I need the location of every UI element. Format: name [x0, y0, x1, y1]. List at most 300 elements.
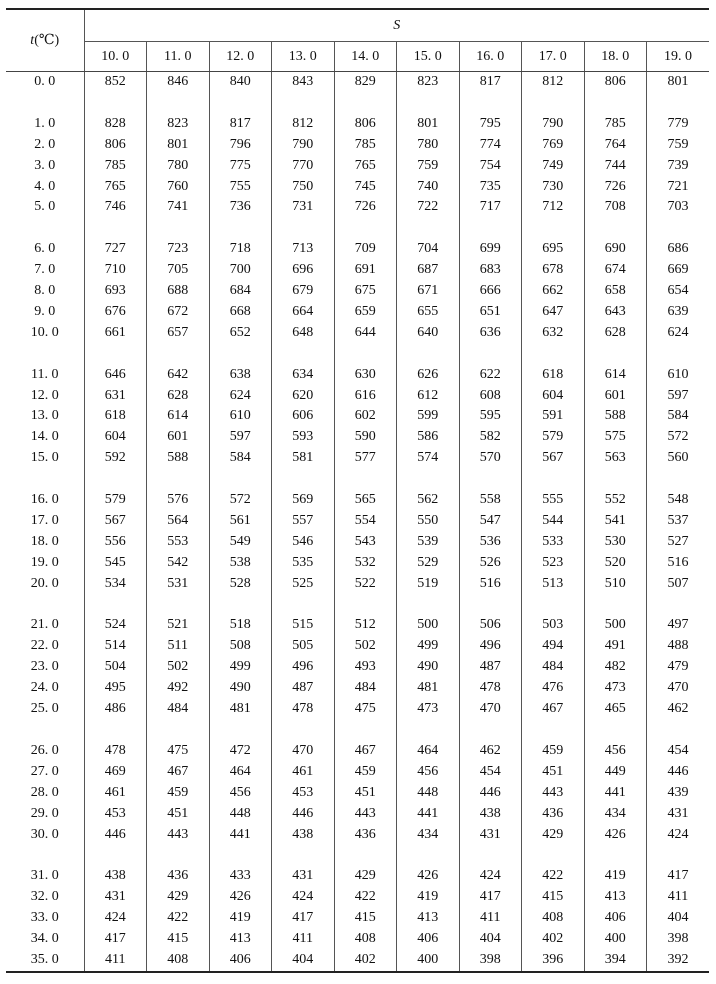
value-cell: 664	[272, 302, 335, 323]
value-cell: 632	[522, 323, 585, 344]
value-cell: 465	[584, 699, 647, 720]
value-cell: 533	[522, 532, 585, 553]
value-cell: 470	[272, 741, 335, 762]
value-cell: 519	[397, 574, 460, 595]
temperature-cell: 20. 0	[30, 575, 59, 591]
table-row	[6, 762, 709, 783]
value-cell: 586	[397, 427, 460, 448]
value-cell: 535	[272, 553, 335, 574]
value-cell: 419	[397, 887, 460, 908]
value-cell: 708	[584, 197, 647, 218]
value-cell: 785	[84, 156, 147, 177]
value-cell: 704	[397, 239, 460, 260]
value-cell: 504	[84, 657, 147, 678]
value-cell: 678	[522, 260, 585, 281]
value-cell: 640	[397, 323, 460, 344]
value-cell: 537	[647, 511, 710, 532]
value-cell: 556	[84, 532, 147, 553]
value-cell: 472	[209, 741, 272, 762]
value-cell: 438	[459, 804, 522, 825]
value-cell: 500	[584, 615, 647, 636]
value-cell: 618	[84, 406, 147, 427]
value-cell: 543	[334, 532, 397, 553]
value-cell: 426	[209, 887, 272, 908]
value-cell: 843	[272, 72, 335, 93]
value-cell: 490	[209, 678, 272, 699]
value-cell: 567	[84, 511, 147, 532]
value-cell: 467	[334, 741, 397, 762]
value-cell: 443	[147, 825, 210, 846]
value-cell: 639	[647, 302, 710, 323]
s-column-header: 17. 0	[522, 42, 585, 72]
value-cell: 817	[459, 72, 522, 93]
value-cell: 406	[584, 908, 647, 929]
table-row	[6, 302, 709, 323]
value-cell: 503	[522, 615, 585, 636]
value-cell: 717	[459, 197, 522, 218]
value-cell: 741	[147, 197, 210, 218]
value-cell: 687	[397, 260, 460, 281]
temperature-cell: 28. 0	[30, 784, 59, 800]
table-row	[6, 657, 709, 678]
value-cell: 592	[84, 448, 147, 469]
value-cell: 459	[522, 741, 585, 762]
value-cell: 552	[584, 490, 647, 511]
value-cell: 750	[272, 177, 335, 198]
value-cell: 579	[84, 490, 147, 511]
value-cell: 404	[459, 929, 522, 950]
value-cell: 558	[459, 490, 522, 511]
value-cell: 479	[647, 657, 710, 678]
value-cell: 426	[397, 866, 460, 887]
value-cell: 546	[272, 532, 335, 553]
value-cell: 443	[334, 804, 397, 825]
value-cell: 415	[522, 887, 585, 908]
value-cell: 426	[584, 825, 647, 846]
s-group-header: S	[84, 9, 709, 42]
value-cell: 739	[647, 156, 710, 177]
value-cell: 548	[647, 490, 710, 511]
value-cell: 529	[397, 553, 460, 574]
value-cell: 516	[459, 574, 522, 595]
table-row	[6, 636, 709, 657]
value-cell: 712	[522, 197, 585, 218]
value-cell: 419	[584, 866, 647, 887]
value-cell: 392	[647, 950, 710, 972]
value-cell: 700	[209, 260, 272, 281]
value-cell: 852	[84, 72, 147, 93]
value-cell: 806	[584, 72, 647, 93]
value-cell: 411	[647, 887, 710, 908]
value-cell: 727	[84, 239, 147, 260]
table-row	[6, 72, 709, 93]
value-cell: 651	[459, 302, 522, 323]
value-cell: 459	[147, 783, 210, 804]
value-cell: 565	[334, 490, 397, 511]
value-cell: 823	[147, 114, 210, 135]
value-cell: 487	[272, 678, 335, 699]
value-cell: 572	[647, 427, 710, 448]
temperature-cell: 31. 0	[30, 868, 59, 884]
value-cell: 683	[459, 260, 522, 281]
value-cell: 618	[522, 365, 585, 386]
value-cell: 754	[459, 156, 522, 177]
temperature-cell: 29. 0	[30, 805, 59, 821]
value-cell: 510	[584, 574, 647, 595]
value-cell: 514	[84, 636, 147, 657]
value-cell: 721	[647, 177, 710, 198]
value-cell: 419	[209, 908, 272, 929]
temperature-cell: 25. 0	[30, 701, 59, 717]
value-cell: 572	[209, 490, 272, 511]
value-cell: 705	[147, 260, 210, 281]
table-body	[6, 72, 709, 972]
value-cell: 846	[147, 72, 210, 93]
value-cell: 398	[647, 929, 710, 950]
value-cell: 525	[272, 574, 335, 595]
value-cell: 470	[459, 699, 522, 720]
value-cell: 406	[209, 950, 272, 972]
value-cell: 774	[459, 135, 522, 156]
value-cell: 446	[272, 804, 335, 825]
value-cell: 659	[334, 302, 397, 323]
value-cell: 601	[147, 427, 210, 448]
value-cell: 646	[84, 365, 147, 386]
temperature-cell: 9. 0	[34, 303, 56, 319]
value-cell: 534	[84, 574, 147, 595]
value-cell: 475	[147, 741, 210, 762]
value-cell: 411	[272, 929, 335, 950]
value-cell: 408	[334, 929, 397, 950]
value-cell: 434	[397, 825, 460, 846]
value-cell: 563	[584, 448, 647, 469]
value-cell: 491	[584, 636, 647, 657]
group-spacer	[6, 845, 709, 866]
value-cell: 823	[397, 72, 460, 93]
table-row	[6, 532, 709, 553]
table-row	[6, 615, 709, 636]
table-row	[6, 887, 709, 908]
temperature-cell: 7. 0	[34, 262, 56, 278]
value-cell: 482	[584, 657, 647, 678]
value-cell: 499	[397, 636, 460, 657]
value-cell: 515	[272, 615, 335, 636]
value-cell: 449	[584, 762, 647, 783]
temperature-cell: 4. 0	[34, 178, 56, 194]
value-cell: 590	[334, 427, 397, 448]
table-row	[6, 135, 709, 156]
value-cell: 439	[647, 783, 710, 804]
value-cell: 508	[209, 636, 272, 657]
value-cell: 408	[522, 908, 585, 929]
value-cell: 398	[459, 950, 522, 972]
value-cell: 690	[584, 239, 647, 260]
table-row	[6, 553, 709, 574]
value-cell: 644	[334, 323, 397, 344]
temperature-cell: 17. 0	[30, 512, 59, 528]
value-cell: 473	[397, 699, 460, 720]
value-cell: 492	[147, 678, 210, 699]
value-cell: 446	[459, 783, 522, 804]
value-cell: 631	[84, 386, 147, 407]
value-cell: 812	[522, 72, 585, 93]
s-column-header: 14. 0	[334, 42, 397, 72]
value-cell: 604	[84, 427, 147, 448]
value-cell: 495	[84, 678, 147, 699]
value-cell: 575	[584, 427, 647, 448]
value-cell: 436	[334, 825, 397, 846]
value-cell: 473	[584, 678, 647, 699]
value-cell: 411	[84, 950, 147, 972]
value-cell: 624	[647, 323, 710, 344]
value-cell: 422	[147, 908, 210, 929]
value-cell: 394	[584, 950, 647, 972]
value-cell: 475	[334, 699, 397, 720]
value-cell: 755	[209, 177, 272, 198]
value-cell: 512	[334, 615, 397, 636]
temperature-cell: 12. 0	[30, 387, 59, 403]
value-cell: 806	[84, 135, 147, 156]
value-cell: 490	[397, 657, 460, 678]
value-cell: 829	[334, 72, 397, 93]
temperature-cell: 30. 0	[30, 826, 59, 842]
value-cell: 691	[334, 260, 397, 281]
value-cell: 441	[584, 783, 647, 804]
temperature-cell: 33. 0	[30, 910, 59, 926]
value-cell: 601	[584, 386, 647, 407]
value-cell: 402	[334, 950, 397, 972]
table-row	[6, 114, 709, 135]
value-cell: 553	[147, 532, 210, 553]
value-cell: 400	[584, 929, 647, 950]
value-cell: 610	[209, 406, 272, 427]
value-cell: 780	[147, 156, 210, 177]
table-header	[6, 9, 709, 72]
table-row	[6, 386, 709, 407]
value-cell: 521	[147, 615, 210, 636]
value-cell: 675	[334, 281, 397, 302]
value-cell: 628	[584, 323, 647, 344]
temperature-cell: 1. 0	[34, 115, 56, 131]
value-cell: 448	[209, 804, 272, 825]
s-column-header: 19. 0	[647, 42, 710, 72]
value-cell: 411	[459, 908, 522, 929]
t-unit: (℃)	[34, 33, 60, 48]
value-cell: 431	[272, 866, 335, 887]
value-cell: 451	[147, 804, 210, 825]
value-cell: 576	[147, 490, 210, 511]
value-cell: 505	[272, 636, 335, 657]
value-cell: 422	[334, 887, 397, 908]
s-column-header: 15. 0	[397, 42, 460, 72]
value-cell: 526	[459, 553, 522, 574]
value-cell: 524	[84, 615, 147, 636]
value-cell: 550	[397, 511, 460, 532]
value-cell: 404	[647, 908, 710, 929]
s-column-header: 18. 0	[584, 42, 647, 72]
s-column-header: 11. 0	[147, 42, 210, 72]
value-cell: 688	[147, 281, 210, 302]
value-cell: 626	[397, 365, 460, 386]
s-column-header: 16. 0	[459, 42, 522, 72]
group-spacer	[6, 344, 709, 365]
value-cell: 494	[522, 636, 585, 657]
value-cell: 749	[522, 156, 585, 177]
table-row	[6, 574, 709, 595]
temperature-cell: 11. 0	[31, 366, 59, 382]
value-cell: 622	[459, 365, 522, 386]
value-cell: 434	[584, 804, 647, 825]
value-cell: 647	[522, 302, 585, 323]
value-cell: 801	[647, 72, 710, 93]
value-cell: 438	[272, 825, 335, 846]
value-cell: 610	[647, 365, 710, 386]
s-column-headers	[6, 42, 709, 72]
value-cell: 693	[84, 281, 147, 302]
value-cell: 709	[334, 239, 397, 260]
value-cell: 567	[522, 448, 585, 469]
value-cell: 840	[209, 72, 272, 93]
group-spacer	[6, 595, 709, 616]
value-cell: 502	[334, 636, 397, 657]
temperature-cell: 15. 0	[30, 450, 59, 466]
value-cell: 795	[459, 114, 522, 135]
value-cell: 541	[584, 511, 647, 532]
value-cell: 516	[647, 553, 710, 574]
value-cell: 462	[459, 741, 522, 762]
value-cell: 532	[334, 553, 397, 574]
value-cell: 396	[522, 950, 585, 972]
value-cell: 634	[272, 365, 335, 386]
value-cell: 436	[522, 804, 585, 825]
table-row	[6, 239, 709, 260]
table-row	[6, 950, 709, 972]
table-row	[6, 741, 709, 762]
value-cell: 467	[522, 699, 585, 720]
value-cell: 726	[584, 177, 647, 198]
table-row	[6, 365, 709, 386]
value-cell: 456	[397, 762, 460, 783]
table-row	[6, 908, 709, 929]
value-cell: 620	[272, 386, 335, 407]
table-row	[6, 866, 709, 887]
value-cell: 759	[397, 156, 460, 177]
value-cell: 574	[397, 448, 460, 469]
value-cell: 669	[647, 260, 710, 281]
temperature-cell: 6. 0	[34, 241, 56, 257]
value-cell: 487	[459, 657, 522, 678]
value-cell: 770	[272, 156, 335, 177]
value-cell: 817	[209, 114, 272, 135]
value-cell: 695	[522, 239, 585, 260]
table-row	[6, 929, 709, 950]
value-cell: 506	[459, 615, 522, 636]
value-cell: 560	[647, 448, 710, 469]
value-cell: 429	[522, 825, 585, 846]
value-cell: 441	[397, 804, 460, 825]
table-row	[6, 323, 709, 344]
value-cell: 518	[209, 615, 272, 636]
table-row	[6, 699, 709, 720]
value-cell: 591	[522, 406, 585, 427]
value-cell: 628	[147, 386, 210, 407]
value-cell: 657	[147, 323, 210, 344]
value-cell: 740	[397, 177, 460, 198]
value-cell: 785	[584, 114, 647, 135]
value-cell: 499	[209, 657, 272, 678]
value-cell: 527	[647, 532, 710, 553]
value-cell: 599	[397, 406, 460, 427]
value-cell: 545	[84, 553, 147, 574]
value-cell: 581	[272, 448, 335, 469]
temperature-cell: 27. 0	[30, 763, 59, 779]
value-cell: 438	[84, 866, 147, 887]
table-row	[6, 197, 709, 218]
value-cell: 476	[522, 678, 585, 699]
value-cell: 415	[147, 929, 210, 950]
value-cell: 564	[147, 511, 210, 532]
value-cell: 544	[522, 511, 585, 532]
value-cell: 668	[209, 302, 272, 323]
value-cell: 417	[272, 908, 335, 929]
temperature-cell: 14. 0	[30, 429, 59, 445]
value-cell: 513	[522, 574, 585, 595]
value-cell: 746	[84, 197, 147, 218]
s-column-header: 10. 0	[84, 42, 147, 72]
value-cell: 478	[84, 741, 147, 762]
temperature-cell: 32. 0	[30, 889, 59, 905]
value-cell: 595	[459, 406, 522, 427]
value-cell: 528	[209, 574, 272, 595]
value-cell: 470	[647, 678, 710, 699]
value-cell: 569	[272, 490, 335, 511]
table-row	[6, 406, 709, 427]
value-cell: 424	[84, 908, 147, 929]
group-spacer	[6, 469, 709, 490]
value-cell: 461	[272, 762, 335, 783]
value-cell: 431	[84, 887, 147, 908]
value-cell: 536	[459, 532, 522, 553]
value-cell: 402	[522, 929, 585, 950]
value-cell: 486	[84, 699, 147, 720]
value-cell: 478	[272, 699, 335, 720]
s-column-header: 12. 0	[209, 42, 272, 72]
table-row	[6, 825, 709, 846]
value-cell: 478	[459, 678, 522, 699]
value-cell: 542	[147, 553, 210, 574]
value-cell: 736	[209, 197, 272, 218]
value-cell: 654	[647, 281, 710, 302]
value-cell: 828	[84, 114, 147, 135]
value-cell: 413	[584, 887, 647, 908]
temperature-cell: 35. 0	[6, 950, 84, 972]
value-cell: 636	[459, 323, 522, 344]
value-cell: 801	[147, 135, 210, 156]
value-cell: 616	[334, 386, 397, 407]
temperature-cell: 16. 0	[30, 492, 59, 508]
value-cell: 561	[209, 511, 272, 532]
value-cell: 588	[147, 448, 210, 469]
value-cell: 582	[459, 427, 522, 448]
value-cell: 699	[459, 239, 522, 260]
value-cell: 429	[334, 866, 397, 887]
value-cell: 446	[84, 825, 147, 846]
value-cell: 775	[209, 156, 272, 177]
value-cell: 557	[272, 511, 335, 532]
value-cell: 400	[397, 950, 460, 972]
table-row	[6, 783, 709, 804]
value-cell: 413	[209, 929, 272, 950]
